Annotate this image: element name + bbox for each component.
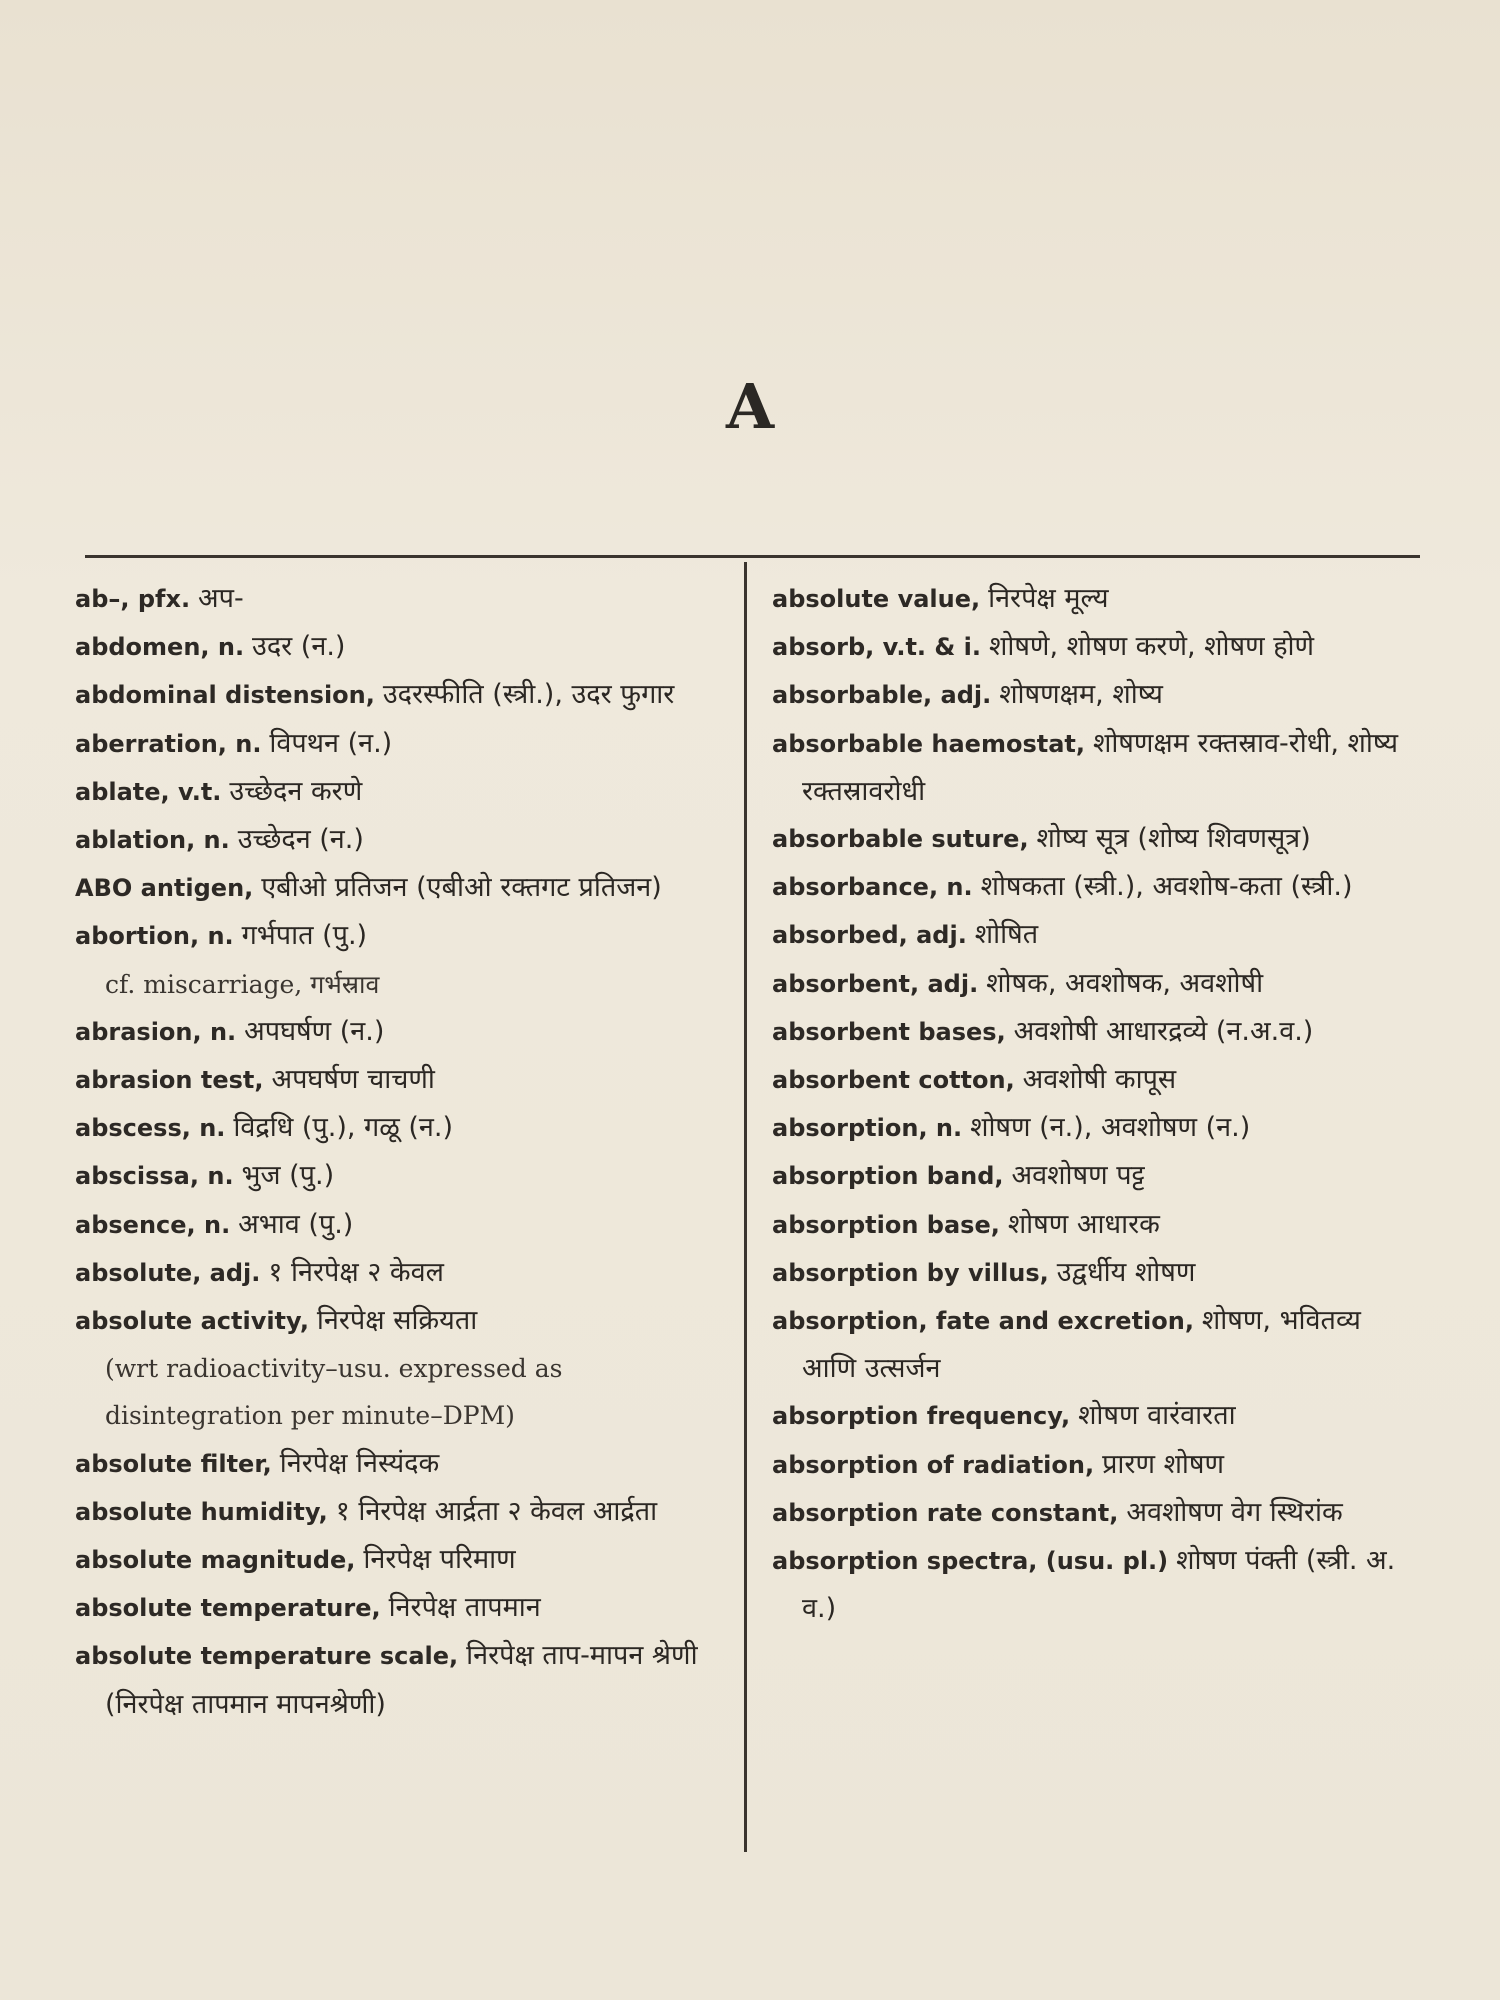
dictionary-entry — [772, 960, 1412, 1008]
marathi-gloss: शोष्य सूत्र (शोष्य शिवणसूत्र) — [1036, 823, 1311, 855]
dictionary-entry — [75, 1152, 715, 1200]
headword: abortion, n. — [75, 922, 234, 951]
marathi-gloss: निरपेक्ष मूल्य — [988, 583, 1109, 614]
dictionary-entry — [75, 1297, 715, 1345]
dictionary-entry — [772, 815, 1412, 863]
marathi-gloss: शोषण आधारक — [1007, 1208, 1160, 1240]
headword: abscissa, n. — [75, 1162, 234, 1191]
marathi-gloss: १ निरपेक्ष २ केवल — [268, 1256, 444, 1288]
marathi-gloss: अपघर्षण चाचणी — [271, 1064, 435, 1096]
headword: absolute filter, — [75, 1449, 272, 1478]
dictionary-entry — [772, 911, 1412, 959]
dictionary-entry — [75, 1104, 715, 1152]
headword: absorbent cotton, — [772, 1066, 1015, 1095]
dictionary-entry — [772, 1297, 1412, 1392]
marathi-gloss: शोषकता (स्त्री.), अवशोष-कता (स्त्री.) — [980, 871, 1353, 903]
headword: absorption of radiation, — [772, 1450, 1095, 1479]
marathi-gloss: अप- — [198, 583, 244, 614]
dictionary-entry — [772, 1392, 1412, 1440]
dictionary-entry — [75, 720, 715, 768]
marathi-gloss: अवशोषी कापूस — [1022, 1064, 1177, 1096]
dictionary-entry — [772, 863, 1412, 911]
dictionary-entry — [75, 1536, 715, 1584]
dictionary-entry — [75, 1249, 715, 1297]
marathi-gloss: अवशोषी आधारद्रव्ये (न.अ.व.) — [1013, 1015, 1314, 1047]
dictionary-entry — [75, 1584, 715, 1632]
headword: abdominal distension, — [75, 681, 375, 710]
headword: absolute activity, — [75, 1307, 309, 1336]
marathi-gloss: विपथन (न.) — [269, 727, 393, 759]
dictionary-entry — [772, 1201, 1412, 1249]
marathi-gloss: उद्वर्धीय शोषण — [1056, 1256, 1196, 1288]
marathi-gloss: भुज (पु.) — [241, 1160, 335, 1192]
dictionary-entry — [772, 1489, 1412, 1537]
headword: absorbent bases, — [772, 1017, 1006, 1046]
column-divider — [744, 562, 747, 1852]
marathi-gloss: प्रारण शोषण — [1102, 1448, 1225, 1480]
dictionary-entry — [75, 1440, 715, 1488]
marathi-gloss: उच्छेदन करणे — [229, 775, 363, 807]
marathi-gloss: शोषणक्षम रक्तस्राव-रोधी, शोष्य रक्तस्रावरोधी — [802, 727, 1399, 807]
headword: absorption band, — [772, 1162, 1004, 1191]
dictionary-entry — [75, 1632, 715, 1727]
header-rule — [85, 555, 1420, 558]
headword: abrasion, n. — [75, 1017, 237, 1046]
headword: absorption by villus, — [772, 1258, 1049, 1287]
headword: absorption, fate and excretion, — [772, 1307, 1194, 1336]
marathi-gloss: विद्रधि (पु.), गळू (न.) — [233, 1112, 453, 1144]
dictionary-entry — [772, 1537, 1412, 1632]
dictionary-entry — [75, 623, 715, 671]
dictionary-entry — [75, 768, 715, 816]
marathi-gloss: १ निरपेक्ष आर्द्रता २ केवल आर्द्रता — [335, 1495, 658, 1527]
dictionary-entry — [75, 1056, 715, 1104]
headword: absorption frequency, — [772, 1402, 1071, 1431]
marathi-gloss: शोषक, अवशोषक, अवशोषी — [986, 967, 1264, 999]
headword: aberration, n. — [75, 729, 262, 758]
dictionary-note — [75, 1345, 715, 1439]
marathi-gloss: निरपेक्ष सक्रियता — [316, 1305, 478, 1337]
marathi-gloss: शोषण, भवितव्य आणि उत्सर्जन — [802, 1305, 1361, 1385]
headword: ablation, n. — [75, 826, 230, 855]
headword: absorption base, — [772, 1210, 1000, 1239]
marathi-gloss: उदर (न.) — [252, 631, 346, 663]
right-column — [772, 575, 1412, 1632]
marathi-gloss: शोषणक्षम, शोष्य — [999, 679, 1163, 711]
dictionary-entry — [772, 720, 1412, 815]
headword: ABO antigen, — [75, 874, 254, 903]
headword: absorbable haemostat, — [772, 729, 1085, 758]
dictionary-entry — [75, 1008, 715, 1056]
marathi-gloss: उच्छेदन (न.) — [237, 824, 364, 856]
headword: absolute temperature scale, — [75, 1642, 459, 1671]
dictionary-entry — [772, 1441, 1412, 1489]
marathi-gloss: निरपेक्ष परिमाण — [363, 1544, 516, 1576]
dictionary-entry — [75, 575, 715, 623]
headword: absolute temperature, — [75, 1594, 381, 1623]
dictionary-entry — [75, 1201, 715, 1249]
headword: absorbed, adj. — [772, 921, 967, 950]
note-text: (wrt radioactivity–usu. expressed as disintegration per minute–DPM) — [105, 1354, 563, 1431]
dictionary-entry — [772, 623, 1412, 671]
dictionary-entry — [75, 816, 715, 864]
marathi-gloss: शोषण (न.), अवशोषण (न.) — [970, 1112, 1251, 1144]
headword: abscess, n. — [75, 1114, 226, 1143]
marathi-gloss: उदरस्फीति (स्त्री.), उदर फुगार — [382, 679, 675, 711]
dictionary-entry — [75, 671, 715, 719]
marathi-gloss: अवशोषण वेग स्थिरांक — [1126, 1496, 1343, 1528]
dictionary-entry — [75, 912, 715, 960]
headword: absolute humidity, — [75, 1497, 328, 1526]
headword: abdomen, n. — [75, 633, 245, 662]
headword: absorbent, adj. — [772, 969, 979, 998]
marathi-gloss: निरपेक्ष निस्यंदक — [279, 1447, 440, 1479]
headword: absorption, n. — [772, 1114, 963, 1143]
dictionary-entry — [75, 864, 715, 912]
marathi-gloss: अभाव (पु.) — [238, 1208, 354, 1240]
headword: absorption spectra, (usu. pl.) — [772, 1547, 1169, 1576]
dictionary-entry — [75, 1488, 715, 1536]
headword: ablate, v.t. — [75, 777, 222, 806]
dictionary-note — [75, 961, 715, 1008]
marathi-gloss: गर्भपात (पु.) — [241, 920, 368, 952]
dictionary-entry — [772, 1056, 1412, 1104]
marathi-gloss: शोषित — [974, 919, 1039, 951]
dictionary-entry — [772, 1104, 1412, 1152]
section-letter: A — [725, 370, 775, 443]
marathi-gloss: शोषण वारंवारता — [1078, 1400, 1236, 1432]
dictionary-entry — [772, 1152, 1412, 1200]
note-text: cf. miscarriage, गर्भस्राव — [105, 969, 380, 999]
marathi-gloss: अवशोषण पट्ट — [1011, 1160, 1145, 1192]
headword: absorbable suture, — [772, 825, 1029, 854]
headword: absolute magnitude, — [75, 1546, 356, 1575]
dictionary-entry — [772, 1008, 1412, 1056]
headword: absorb, v.t. & i. — [772, 633, 982, 662]
marathi-gloss: अपघर्षण (न.) — [244, 1015, 385, 1047]
dictionary-entry — [772, 1249, 1412, 1297]
marathi-gloss: शोषण पंक्ती (स्त्री. अ. व.) — [802, 1545, 1396, 1625]
dictionary-entry — [772, 671, 1412, 719]
left-column — [75, 575, 715, 1728]
dictionary-entry — [772, 575, 1412, 623]
headword: absorption rate constant, — [772, 1498, 1119, 1527]
marathi-gloss: निरपेक्ष ताप-मापन श्रेणी (निरपेक्ष तापमान मापनश्रेणी) — [105, 1640, 698, 1720]
marathi-gloss: शोषणे, शोषण करणे, शोषण होणे — [988, 631, 1315, 663]
headword: absolute, adj. — [75, 1258, 261, 1287]
headword: absorbance, n. — [772, 873, 973, 902]
headword: abrasion test, — [75, 1066, 264, 1095]
headword: absorbable, adj. — [772, 681, 992, 710]
marathi-gloss: निरपेक्ष तापमान — [388, 1592, 541, 1624]
headword: absolute value, — [772, 585, 981, 613]
marathi-gloss: एबीओ प्रतिजन (एबीओ रक्तगट प्रतिजन) — [261, 872, 662, 904]
headword: ab–, pfx. — [75, 585, 191, 613]
headword: absence, n. — [75, 1210, 231, 1239]
